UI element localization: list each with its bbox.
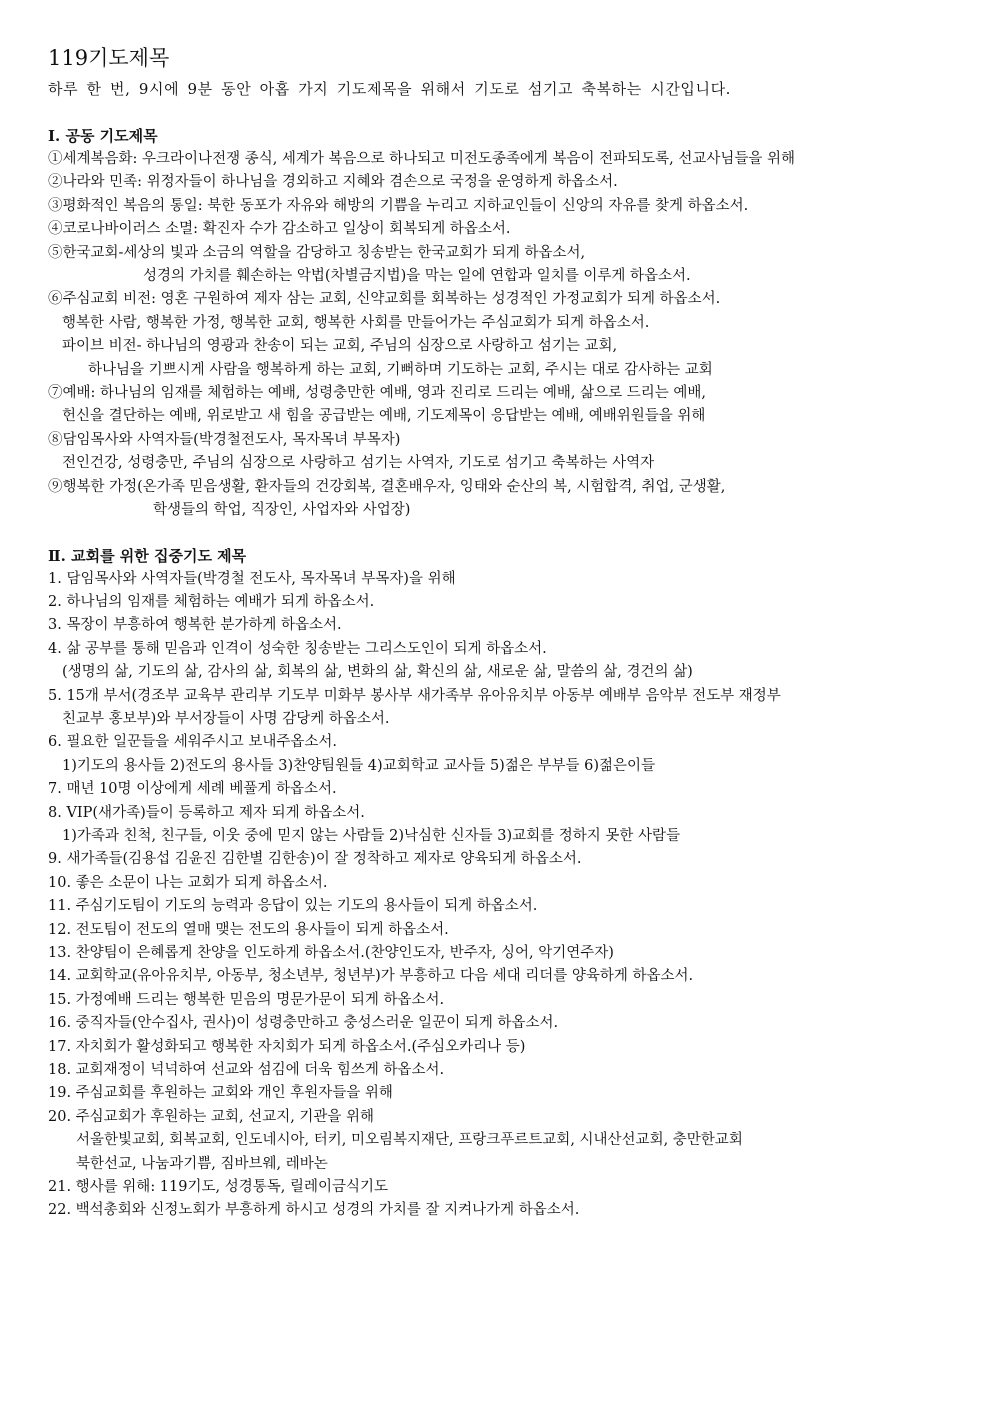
prayer-line: ①세계복음화: 우크라이나전쟁 종식, 세계가 복음으로 하나되고 미전도종족에게 복음이 전파되도록, 선교사님들을 위해	[48, 151, 796, 167]
prayer-item: 21. 행사를 위해: 119기도, 성경통독, 릴레이금식기도	[48, 1179, 389, 1196]
prayer-item-continued: 1)가족과 친척, 친구들, 이웃 중에 믿지 않는 사람들 2)낙심한 신자들 3)교회를 정하지 못한 사람들	[62, 827, 681, 844]
prayer-line: ③평화적인 복음의 통일: 북한 동포가 자유와 해방의 기쁨을 누리고 지하교인들이 신앙의 자유를 찾게 하옵소서.	[48, 197, 749, 214]
prayer-item: 14. 교회학교(유아유치부, 아동부, 청소년부, 청년부)가 부흥하고 다음 세대 리더를 양육하게 하옵소서.	[48, 968, 694, 985]
prayer-item: 12. 전도팀이 전도의 열매 맺는 전도의 용사들이 되게 하옵소서.	[48, 921, 449, 938]
prayer-item: 2. 하나님의 임재를 체험하는 예배가 되게 하옵소서.	[48, 593, 375, 610]
prayer-line: ⑨행복한 가정(온가족 믿음생활, 환자들의 건강회복, 결혼배우자, 잉태와 순산의 복, 시험합격, 취업, 군생활,	[48, 478, 726, 495]
prayer-item: 7. 매년 10명 이상에게 세례 베풀게 하옵소서.	[48, 781, 337, 798]
prayer-line-continued: 행복한 사람, 행복한 가정, 행복한 교회, 행복한 사회를 만들어가는 주심교회가 되게 하옵소서.	[62, 314, 650, 331]
section-2-list	[48, 568, 952, 1223]
prayer-item-continued: (생명의 삶, 기도의 삶, 감사의 삶, 회복의 삶, 변화의 삶, 확신의 삶, 새로운 삶, 말씀의 삶, 경건의 삶)	[62, 664, 693, 681]
prayer-item: 1. 담임목사와 사역자들(박경철 전도사, 목자목녀 부목자)을 위해	[48, 570, 456, 587]
intro-text: 하루 한 번, 9시에 9분 동안 아홉 가지 기도제목을 위해서 기도로 섬기고 축복하는 시간입니다.	[48, 80, 732, 98]
prayer-item: 3. 목장이 부흥하여 행복한 분가하게 하옵소서.	[48, 617, 342, 634]
prayer-item: 11. 주심기도팀이 기도의 능력과 응답이 있는 기도의 용사들이 되게 하옵소서.	[48, 898, 538, 915]
prayer-item-continued: 1)기도의 용사들 2)전도의 용사들 3)찬양팀원들 4)교회학교 교사들 5)젊은 부부들 6)젊은이들	[62, 757, 656, 774]
prayer-item-continued: 서울한빛교회, 회복교회, 인도네시아, 터키, 미오림복지재단, 프랑크푸르트교회, 시내산선교회, 충만한교회	[76, 1132, 743, 1149]
prayer-item: 10. 좋은 소문이 나는 교회가 되게 하옵소서.	[48, 874, 328, 891]
prayer-item: 6. 필요한 일꾼들을 세워주시고 보내주옵소서.	[48, 734, 338, 751]
section-1-heading: Ⅰ. 공동 기도제목	[48, 127, 158, 145]
section-1-list	[48, 148, 952, 523]
section-2-heading: Ⅱ. 교회를 위한 집중기도 제목	[48, 546, 247, 565]
prayer-item-continued: 친교부 홍보부)와 부서장들이 사명 감당케 하옵소서.	[62, 710, 390, 727]
prayer-item: 15. 가정예배 드리는 행복한 믿음의 명문가문이 되게 하옵소서.	[48, 991, 445, 1008]
prayer-line-continued: 파이브 비전- 하나님의 영광과 찬송이 되는 교회, 주님의 심장으로 사랑하고 섬기는 교회,	[62, 338, 618, 355]
prayer-line: ②나라와 민족: 위정자들이 하나님을 경외하고 지혜와 겸손으로 국정을 운영하게 하옵소서.	[48, 174, 618, 191]
prayer-item: 5. 15개 부서(경조부 교육부 관리부 기도부 미화부 봉사부 새가족부 유아유치부 아동부 예배부 음악부 전도부 재정부	[48, 687, 781, 704]
prayer-item: 9. 새가족들(김용섭 김윤진 김한별 김한송)이 잘 정착하고 제자로 양육되게 하옵소서.	[48, 851, 582, 868]
prayer-line: ⑦예배: 하나님의 임재를 체험하는 예배, 성령충만한 예배, 영과 진리로 드리는 예배, 삶으로 드리는 예배,	[48, 385, 707, 402]
prayer-line-continued: 하나님을 기쁘시게 사람을 행복하게 하는 교회, 기뻐하며 기도하는 교회, 주시는 대로 감사하는 교회	[88, 361, 713, 378]
prayer-item: 22. 백석총회와 신정노회가 부흥하게 하시고 성경의 가치를 잘 지켜나가게 하옵소서.	[48, 1202, 580, 1219]
prayer-item: 8. VIP(새가족)들이 등록하고 제자 되게 하옵소서.	[48, 804, 365, 821]
prayer-item: 13. 찬양팀이 은혜롭게 찬양을 인도하게 하옵소서.(찬양인도자, 반주자, 싱어, 악기연주자)	[48, 945, 614, 961]
prayer-line-continued: 전인건강, 성령충만, 주님의 심장으로 사랑하고 섬기는 사역자, 기도로 섬기고 축복하는 사역자	[62, 455, 655, 472]
prayer-line: ⑤한국교회-세상의 빛과 소금의 역할을 감당하고 칭송받는 한국교회가 되게 하옵소서,	[48, 244, 586, 261]
prayer-line: ⑧담임목사와 사역자들(박경철전도사, 목자목녀 부목자)	[48, 431, 401, 448]
prayer-item: 19. 주심교회를 후원하는 교회와 개인 후원자들을 위해	[48, 1085, 393, 1102]
prayer-line: ④코로나바이러스 소멸: 확진자 수가 감소하고 일상이 회복되게 하옵소서.	[48, 221, 511, 238]
document-title: 119기도제목	[48, 46, 170, 70]
prayer-item: 16. 중직자들(안수집사, 권사)이 성령충만하고 충성스러운 일꾼이 되게 하옵소서.	[48, 1015, 559, 1032]
prayer-item: 17. 자치회가 활성화되고 행복한 자치회가 되게 하옵소서.(주심오카리나 등)	[48, 1038, 526, 1055]
prayer-line-continued: 헌신을 결단하는 예배, 위로받고 새 힘을 공급받는 예배, 기도제목이 응답받는 예배, 예배위원들을 위해	[62, 408, 706, 425]
prayer-item-continued: 북한선교, 나눔과기쁨, 짐바브웨, 레바논	[76, 1155, 328, 1172]
prayer-item: 20. 주심교회가 후원하는 교회, 선교지, 기관을 위해	[48, 1108, 375, 1125]
prayer-line-continued: 학생들의 학업, 직장인, 사업자와 사업장)	[153, 502, 411, 519]
prayer-line-continued: 성경의 가치를 훼손하는 악법(차별금지법)을 막는 일에 연합과 일치를 이루게 하옵소서.	[143, 268, 691, 285]
prayer-item: 18. 교회재정이 넉넉하여 선교와 섬김에 더욱 힘쓰게 하옵소서.	[48, 1062, 445, 1079]
prayer-item: 4. 삶 공부를 통해 믿음과 인격이 성숙한 칭송받는 그리스도인이 되게 하옵소서.	[48, 640, 547, 657]
prayer-line: ⑥주심교회 비전: 영혼 구원하여 제자 삼는 교회, 신약교회를 회복하는 성경적인 가정교회가 되게 하옵소서.	[48, 291, 721, 308]
section-spacer	[48, 523, 952, 545]
